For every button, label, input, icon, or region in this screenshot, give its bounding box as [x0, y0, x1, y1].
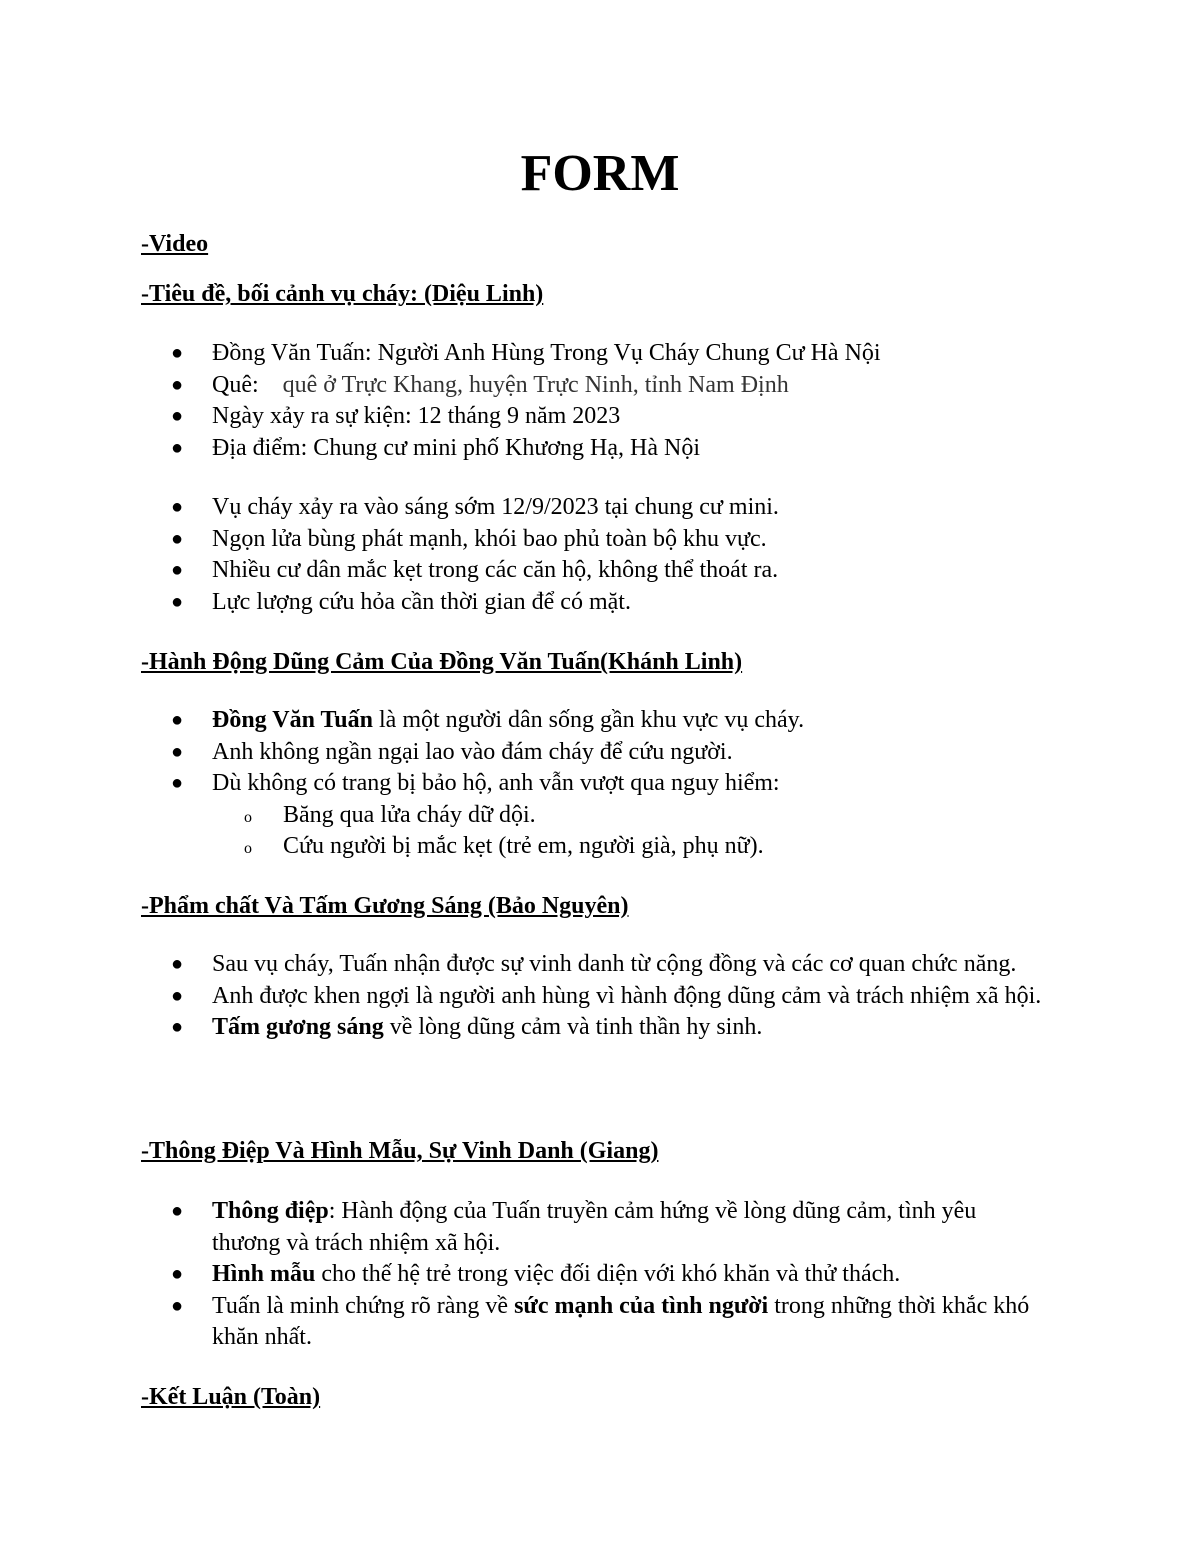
bullet-icon: ●	[171, 1016, 184, 1038]
list-item: ● Nhiều cư dân mắc kẹt trong các căn hộ, không thể thoát ra.	[0, 555, 1042, 587]
list-item: ● Tấm gương sáng về lòng dũng cảm và tinh thần hy sinh.	[0, 1012, 1042, 1044]
bullet-icon: ●	[171, 590, 184, 613]
bullet-icon: ●	[171, 1263, 184, 1285]
hollow-bullet-icon: o	[244, 840, 252, 857]
list-item: ● Dù không có trang bị bảo hộ, anh vẫn vượt qua nguy hiểm:	[0, 768, 1113, 800]
list-item: ● Sau vụ cháy, Tuấn nhận được sự vinh danh từ cộng đồng và các cơ quan chức năng.	[0, 949, 1042, 981]
bullet-icon: ●	[171, 496, 184, 518]
list-item: ● Địa điểm: Chung cư mini phố Khương Hạ, Hà Nội	[0, 433, 1042, 465]
list-item: ● Lực lượng cứu hỏa cần thời gian để có mặt.	[0, 587, 1042, 619]
section-heading-context: -Tiêu đề, bối cảnh vụ cháy: (Diệu Linh)	[141, 281, 544, 307]
section-heading-conclusion: -Kết Luận (Toàn)	[141, 1384, 321, 1410]
document-title: FORM	[520, 145, 680, 202]
section-heading-video: -Video	[141, 231, 209, 257]
list-item: ● Anh không ngần ngại lao vào đám cháy để cứu người.	[0, 737, 1113, 769]
context-list	[0, 338, 1042, 464]
bullet-icon: ●	[171, 984, 184, 1007]
bullet-icon: ●	[171, 1200, 184, 1222]
bullet-icon: ●	[171, 405, 184, 427]
bullet-icon: ●	[171, 1294, 184, 1317]
list-item: ● Đồng Văn Tuấn là một người dân sống gần khu vực vụ cháy.	[0, 705, 1113, 737]
list-item: ● Thông điệp: Hành động của Tuấn truyền cảm hứng về lòng dũng cảm, tình yêu thương và trách nhiệm xã hội.	[171, 1198, 977, 1256]
bullet-icon: ●	[171, 772, 184, 794]
section-heading-action: -Hành Động Dũng Cảm Của Đồng Văn Tuấn(Khánh Linh)	[141, 649, 743, 675]
list-item: ● Vụ cháy xảy ra vào sáng sớm 12/9/2023 tại chung cư mini.	[0, 492, 1042, 524]
qualities-list	[0, 949, 1042, 1044]
sub-list-item: o Cứu người bị mắc kẹt (trẻ em, người già, phụ nữ).	[0, 831, 1113, 863]
bullet-icon: ●	[171, 342, 184, 364]
bullet-icon: ●	[171, 953, 184, 975]
bullet-icon: ●	[171, 740, 184, 763]
list-item: ● Ngọn lửa bùng phát mạnh, khói bao phủ toàn bộ khu vực.	[0, 524, 1042, 556]
list-item	[0, 370, 1042, 402]
message-list	[0, 1196, 1042, 1354]
bullet-icon: ●	[171, 559, 184, 581]
context-list-2	[0, 492, 1042, 618]
hollow-bullet-icon: o	[244, 808, 252, 826]
hometown-label: Quê:	[212, 371, 259, 398]
list-item: ● Anh được khen ngợi là người anh hùng vì hành động dũng cảm và trách nhiệm xã hội.	[0, 981, 1042, 1013]
list-item: ● Đồng Văn Tuấn: Người Anh Hùng Trong Vụ Cháy Chung Cư Hà Nội	[0, 338, 1042, 370]
bullet-icon: ●	[171, 527, 184, 550]
list-item: ● Hình mẫu cho thế hệ trẻ trong việc đối diện với khó khăn và thử thách.	[0, 1259, 1042, 1291]
sub-list-item: o Băng qua lửa cháy dữ dội.	[0, 800, 1113, 832]
hometown-value: quê ở Trực Khang, huyện Trực Ninh, tỉnh Nam Định	[282, 371, 789, 398]
action-list	[0, 705, 1113, 863]
bullet-icon: ●	[171, 709, 184, 731]
list-item: ● Tuấn là minh chứng rõ ràng về sức mạnh của tình người trong những thời khắc khó khăn nhất.	[171, 1292, 1030, 1350]
bullet-icon: ●	[171, 373, 184, 396]
bullet-icon: ●	[171, 436, 184, 459]
section-heading-message: -Thông Điệp Và Hình Mẫu, Sự Vinh Danh (Giang)	[141, 1138, 659, 1164]
section-heading-qualities: -Phẩm chất Và Tấm Gương Sáng (Bảo Nguyên)	[141, 893, 629, 919]
list-item: ● Ngày xảy ra sự kiện: 12 tháng 9 năm 2023	[0, 401, 1042, 433]
